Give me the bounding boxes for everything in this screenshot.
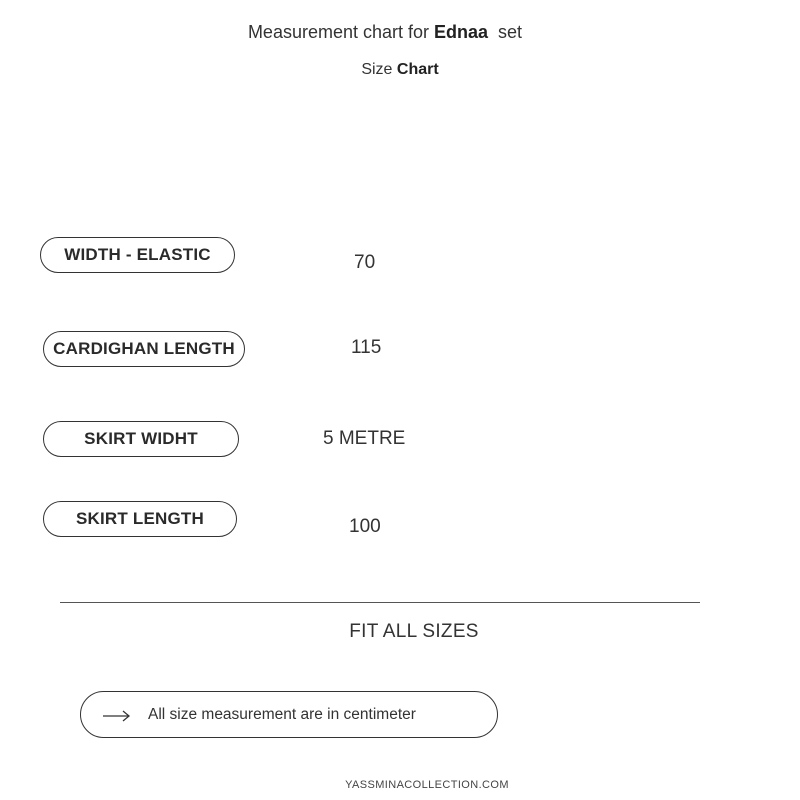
measurement-value-cardighan-length: 115 [351, 337, 382, 358]
unit-info-box [80, 691, 498, 738]
title-prefix: Measurement chart for [247, 22, 435, 42]
subtitle-prefix: Size [361, 61, 397, 78]
measurement-value-skirt-width: 5 METRE [323, 428, 406, 449]
title-suffix: set [488, 22, 523, 42]
measurement-label-skirt-length: SKIRT LENGTH [43, 501, 237, 537]
measurement-value-skirt-length: 100 [349, 516, 381, 537]
set-name: Ednaa [434, 22, 489, 42]
footer-website: YASSMINACOLLECTION.COM [345, 779, 509, 791]
fit-all-sizes-note: FIT ALL SIZES [349, 621, 479, 642]
measurement-label-skirt-width: SKIRT WIDHT [43, 421, 239, 457]
subtitle-bold: Chart [396, 61, 439, 78]
arrow-right-icon [103, 709, 131, 721]
section-divider [60, 602, 700, 603]
measurement-value-width-elastic: 70 [354, 252, 376, 273]
unit-info-text: All size measurement are in centimeter [148, 705, 416, 723]
measurement-label-cardighan-length: CARDIGHAN LENGTH [43, 331, 245, 367]
page-title [0, 22, 770, 43]
measurement-label-width-elastic: WIDTH - ELASTIC [40, 237, 235, 273]
page-subtitle [0, 61, 800, 79]
